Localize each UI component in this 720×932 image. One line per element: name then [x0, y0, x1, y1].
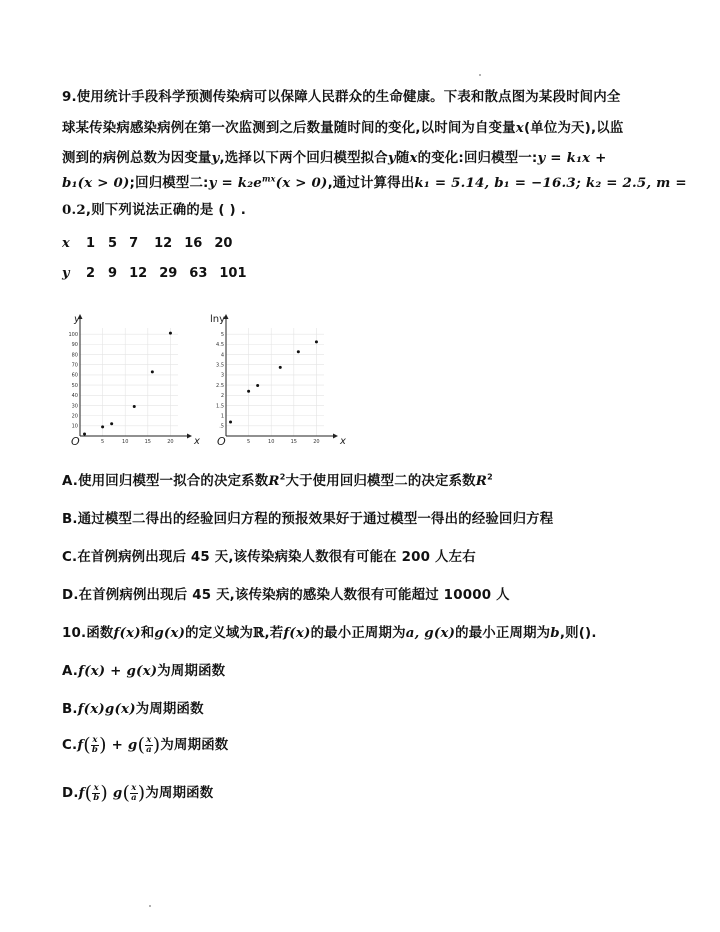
table-x-cell: 20 — [214, 236, 233, 251]
data-point — [229, 420, 232, 423]
y-tick-label: 5 — [220, 331, 224, 338]
data-table-y-row — [62, 266, 257, 281]
q9-option-c: C.在首例病例出现后 45 天,该传染病染人数很有可能在 200 人左右 — [62, 550, 476, 565]
x-tick-label: 15 — [290, 439, 298, 445]
table-x-cell: 7 — [129, 236, 139, 251]
q10-option-a: A.f(x) + g(x)为周期函数 — [62, 663, 226, 679]
q9-line-5: 0.2,则下列说法正确的是 ( ) . — [62, 202, 247, 218]
data-point — [101, 425, 104, 428]
table-x-label: x — [62, 236, 70, 251]
table-y-cell: 101 — [219, 266, 247, 281]
y-tick-label: 50 — [71, 382, 78, 389]
table-y-cell: 9 — [108, 266, 118, 281]
q10-option-d: D.f( $\frac{x}{b}$ ) g( $\frac{x}{a}$ )为周期函数 — [62, 782, 214, 804]
data-point — [133, 405, 136, 408]
scatter-plot-lny — [208, 312, 348, 452]
y-tick-label: 2.5 — [216, 382, 224, 389]
data-point — [169, 332, 172, 335]
data-point — [297, 350, 300, 353]
table-y-cell: 63 — [189, 266, 208, 281]
table-y-label: y — [62, 266, 70, 281]
x-axis-label: x — [194, 436, 200, 447]
y-tick-label: 3 — [220, 372, 224, 379]
q9-option-b: B.通过模型二得出的经验回归方程的预报效果好于通过模型一得出的经验回归方程 — [62, 512, 554, 527]
table-y-cell: 29 — [159, 266, 178, 281]
data-point — [110, 422, 113, 425]
origin-label: O — [71, 435, 80, 448]
q10-option-b: B.f(x)g(x)为周期函数 — [62, 701, 204, 717]
x-tick-label: 10 — [122, 439, 129, 445]
q9-line-2: 球某传染病感染病例在第一次监测到之后数量随时间的变化,以时间为自变量x(单位为天),以监 — [62, 120, 624, 136]
y-axis-label: lny — [210, 314, 226, 325]
data-table-x-row — [62, 236, 242, 251]
data-point — [279, 366, 282, 369]
y-tick-label: 80 — [71, 352, 78, 359]
y-tick-label: 100 — [68, 331, 78, 338]
x-tick-label: 5 — [247, 439, 251, 445]
table-x-cell: 16 — [184, 236, 203, 251]
table-x-cell: 5 — [108, 236, 118, 251]
x-tick-label: 5 — [101, 439, 105, 445]
data-point — [315, 340, 318, 343]
data-point — [151, 370, 154, 373]
table-x-cell: 12 — [154, 236, 173, 251]
y-tick-label: 3.5 — [216, 362, 224, 369]
x-axis-arrow — [333, 434, 338, 439]
y-axis-label: y — [74, 314, 80, 325]
y-tick-label: 60 — [71, 372, 78, 379]
data-point — [256, 384, 259, 387]
y-tick-label: 1 — [220, 413, 224, 420]
origin-label: O — [217, 435, 226, 448]
y-tick-label: 1.5 — [216, 403, 224, 410]
y-tick-label: 4.5 — [216, 342, 224, 349]
x-tick-label: 10 — [268, 439, 275, 445]
y-tick-label: 40 — [71, 393, 78, 400]
x-tick-label: 20 — [313, 439, 320, 445]
x-axis-label: x — [340, 436, 346, 447]
x-axis-arrow — [187, 434, 192, 439]
y-tick-label: 70 — [71, 362, 78, 369]
q9-option-a: A.使用回归模型一拟合的决定系数$R^2$大于使用回归模型二的决定系数$R^2$ — [62, 472, 493, 489]
q9-option-d: D.在首例病例出现后 45 天,该传染病的感染人数很有可能超过 10000 人 — [62, 588, 510, 603]
scan-speck — [479, 74, 481, 76]
y-tick-label: 2 — [220, 393, 224, 400]
data-point — [247, 390, 250, 393]
y-tick-label: 20 — [71, 413, 78, 420]
x-tick-label: 20 — [167, 439, 174, 445]
data-point — [83, 432, 86, 435]
table-y-cell: 12 — [129, 266, 148, 281]
q10-stem: 10.函数f(x)和g(x)的定义域为ℝ,若f(x)的最小正周期为a, g(x)的最小正周期为b,则(). — [62, 625, 597, 641]
y-tick-label: 10 — [71, 423, 78, 430]
table-x-cell: 1 — [86, 236, 96, 251]
q9-line-1: 9.使用统计手段科学预测传染病可以保障人民群众的生命健康。下表和散点图为某段时间内全 — [62, 90, 621, 105]
q9-line-4: b₁(x > 0);回归模型二:y = $k_2e^{mx}(x > 0)$,通过计算得出k₁ = 5.14, b₁ = −16.3; k₂ = 2.5, m = — [62, 173, 687, 191]
scan-speck — [149, 905, 151, 907]
y-tick-label: .5 — [219, 423, 224, 430]
table-y-cell: 2 — [86, 266, 96, 281]
y-tick-label: 90 — [71, 342, 78, 349]
x-tick-label: 15 — [144, 439, 152, 445]
scatter-plot-y — [62, 312, 202, 452]
q9-line-3: 测到的病例总数为因变量y,选择以下两个回归模型拟合y随x的变化:回归模型一:y = k₁x + — [62, 150, 607, 166]
q10-option-c: C.f( $\frac{x}{b}$ ) + g( $\frac{x}{a}$ )为周期函数 — [62, 734, 229, 756]
y-tick-label: 30 — [71, 403, 78, 410]
y-tick-label: 4 — [220, 352, 224, 359]
